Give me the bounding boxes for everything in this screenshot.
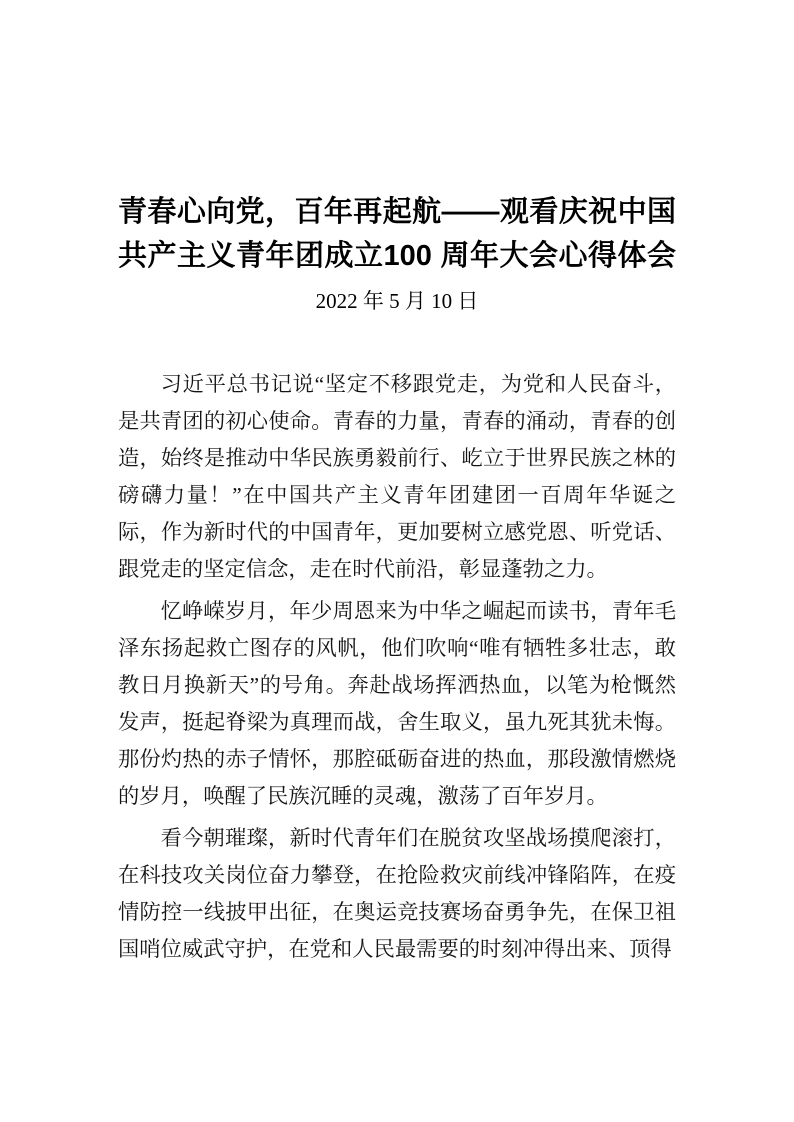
document-date: 2022 年 5 月 10 日 (315, 289, 479, 313)
paragraph: 看今朝璀璨，新时代青年们在脱贫攻坚战场摸爬滚打，在科技攻关岗位奋力攀登，在抢险救灾前线冲锋陷阵，在疫情防控一线披甲出征，在奥运竞技赛场奋勇争先，在保卫祖国哨位威武守护，在党和人民最需要的时刻冲得出来、顶得 (118, 826, 676, 961)
document-title-line-2: 共产主义青年团成立100 周年大会心得体会 (118, 240, 676, 272)
paragraph: 习近平总书记说“坚定不移跟党走，为党和人民奋斗，是共青团的初心使命。青春的力量，青春的涌动，青春的创造，始终是推动中华民族勇毅前行、屹立于世界民族之林的磅礴力量！”在中国共产主义青年团建团一百周年华诞之际，作为新时代的中国青年，更加要树立感党恩、听党话、跟党走的坚定信念，走在时代前沿，彰显蓬勃之力。 (118, 372, 676, 581)
document-title (118, 190, 676, 278)
document-body (118, 366, 676, 968)
document-title-line-1: 青春心向党，百年再起航——观看庆祝中国 (118, 196, 676, 228)
paragraph: 忆峥嵘岁月，年少周恩来为中华之崛起而读书，青年毛泽东扬起救亡图存的风帆，他们吹响“唯有牺牲多壮志，敢教日月换新天”的号角。奔赴战场挥洒热血，以笔为枪慨然发声，挺起脊梁为真理而战，舍生取义，虽九死其犹未悔。那份灼热的赤子情怀，那腔砥砺奋进的热血，那段激情燃烧的岁月，唤醒了民族沉睡的灵魂，激荡了百年岁月。 (118, 599, 676, 808)
